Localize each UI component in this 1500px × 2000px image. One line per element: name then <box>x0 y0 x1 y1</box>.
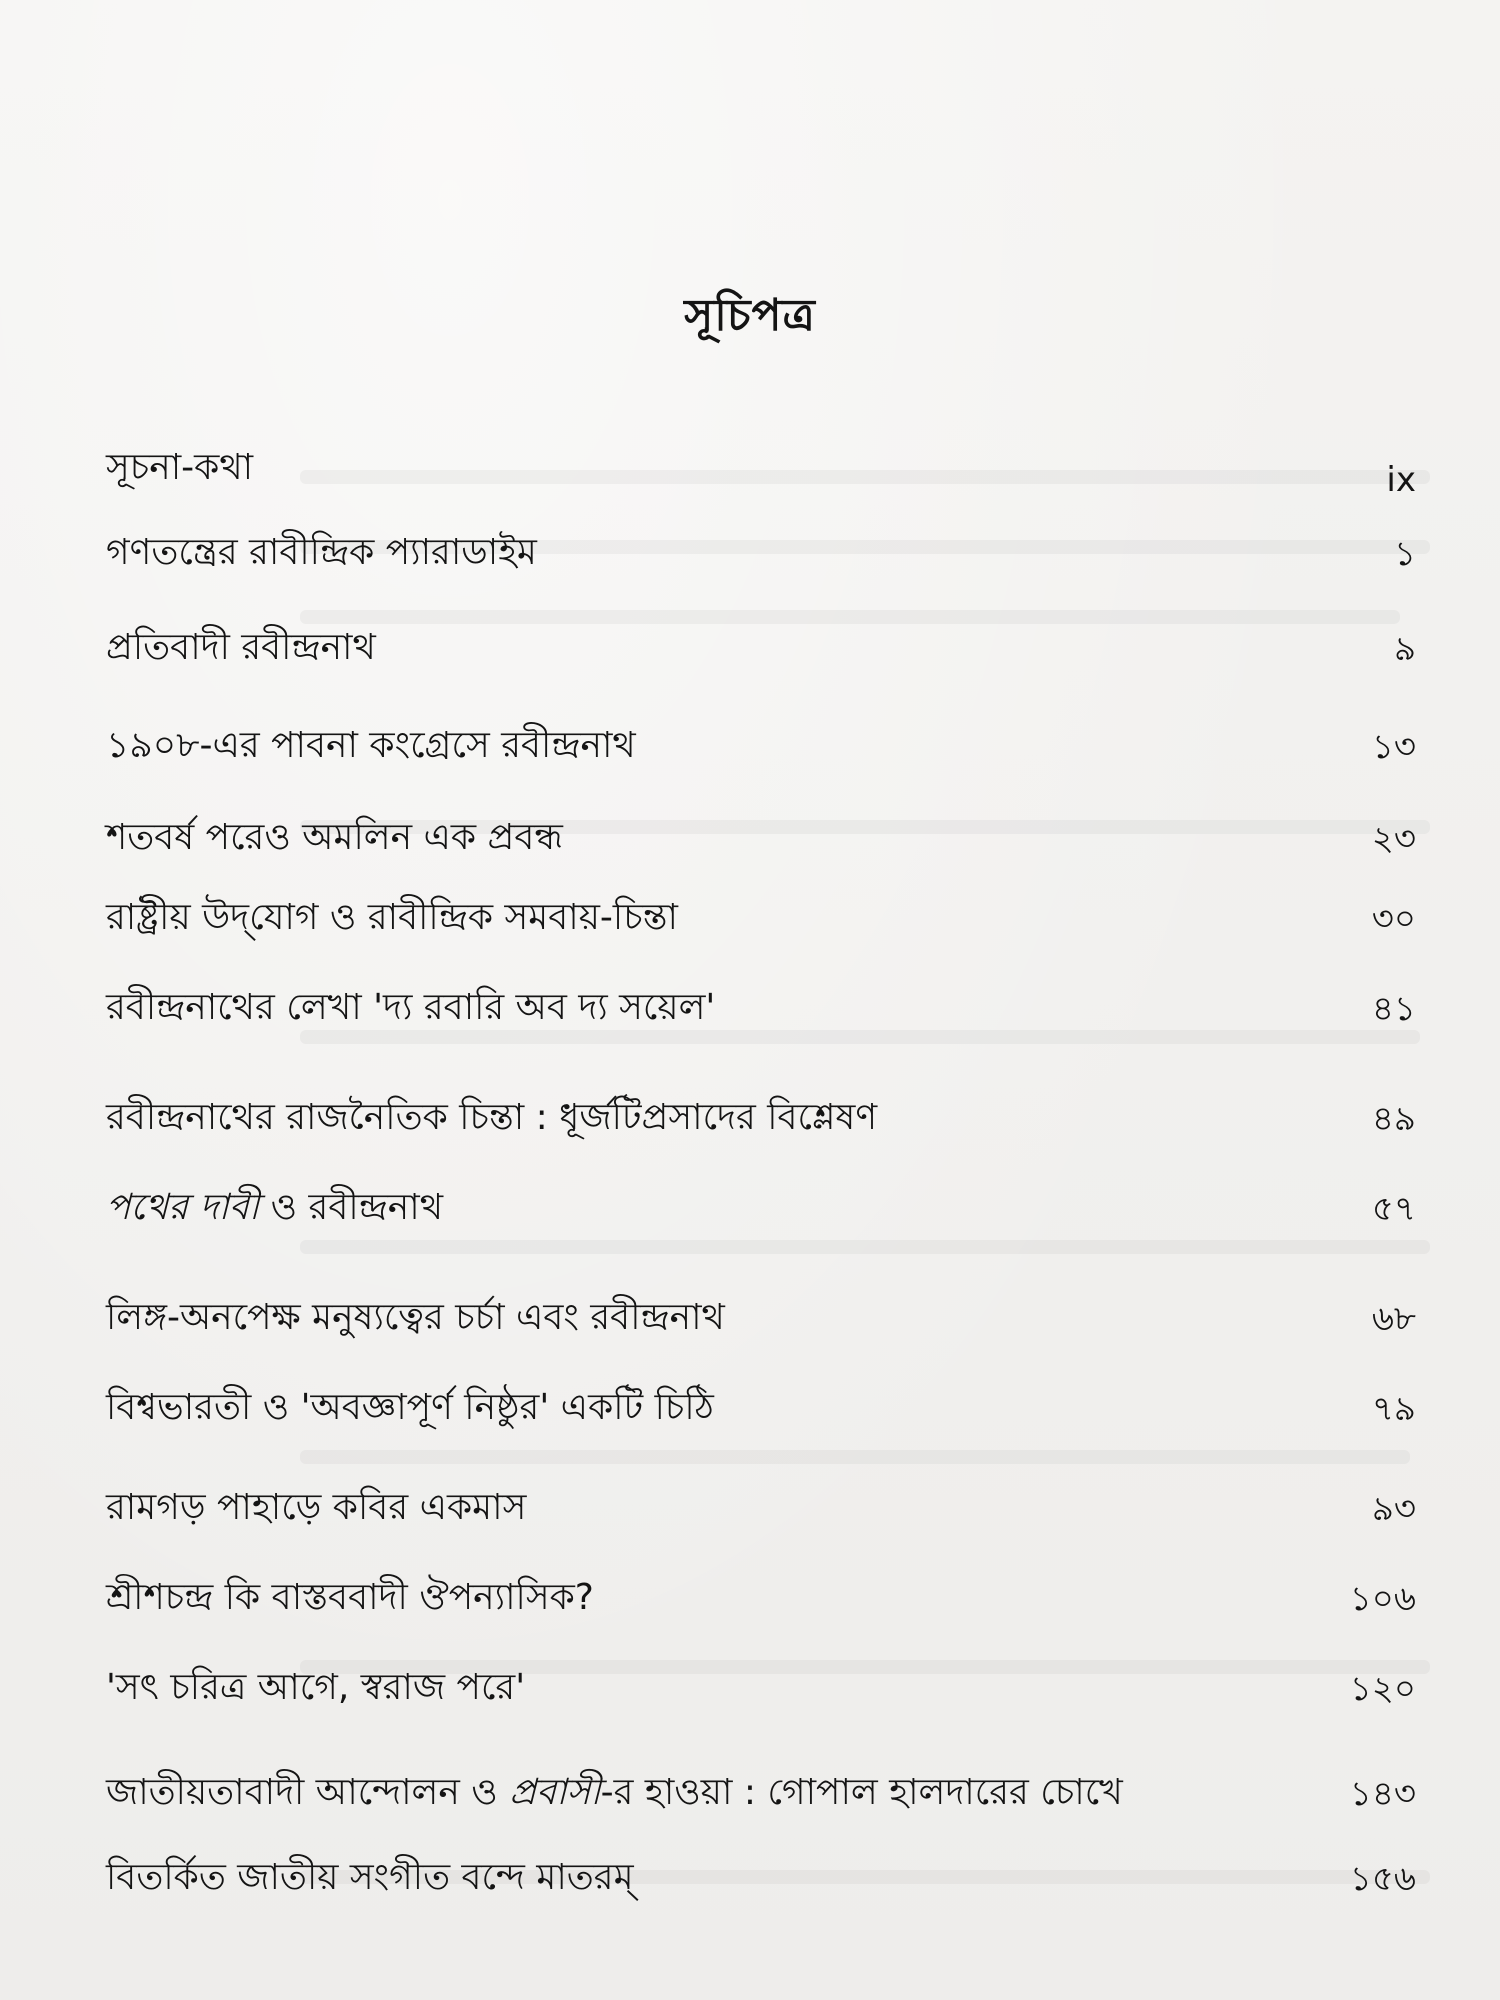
toc-entry <box>106 1380 1416 1440</box>
page-title: সূচিপত্র <box>684 290 816 341</box>
toc-entry-title: রাষ্ট্রীয় উদ্‌যোগ ও রাবীন্দ্রিক সমবায়-চিন্তা <box>106 897 678 938</box>
toc-entry <box>106 718 1416 778</box>
show-through-line <box>300 1240 1430 1254</box>
toc-entry <box>106 620 1416 680</box>
toc-entry-title-part: জাতীয়তাবাদী আন্দোলন ও <box>106 1772 510 1813</box>
toc-entry-page: ৯৩ <box>1371 1489 1416 1529</box>
toc-entry-page: ১৩ <box>1371 727 1416 767</box>
toc-entry-page: ৪৯ <box>1371 1099 1416 1139</box>
toc-entry-page: ১২০ <box>1349 1669 1416 1709</box>
toc-entry-page: ৩০ <box>1371 899 1416 939</box>
toc-entry-title <box>106 1765 1123 1825</box>
toc-entry <box>106 1850 1416 1910</box>
toc-entry-title-italic: পথের দাবী <box>106 1187 260 1228</box>
toc-entry <box>106 1180 1416 1240</box>
toc-entry-page: ১৫৬ <box>1349 1859 1416 1899</box>
toc-entry-page: ৯ <box>1393 629 1416 669</box>
toc-entry-page: ১০৬ <box>1349 1579 1416 1619</box>
toc-entry <box>106 1570 1416 1630</box>
toc-entry-title: বিশ্বভারতী ও 'অবজ্ঞাপূর্ণ নিষ্ঠুর' একটি চিঠি <box>106 1387 714 1428</box>
toc-entry-title: প্রতিবাদী রবীন্দ্রনাথ <box>106 627 376 668</box>
toc-entry-page: ৭৯ <box>1371 1389 1416 1429</box>
toc-entry-title-rest: ও রবীন্দ্রনাথ <box>259 1187 444 1228</box>
toc-entry-title-italic: প্রবাসী <box>509 1772 601 1813</box>
toc-entry-title: ১৯০৮-এর পাবনা কংগ্রেসে রবীন্দ্রনাথ <box>106 725 636 766</box>
toc-entry <box>106 1765 1416 1825</box>
toc-entry <box>106 440 1416 500</box>
toc-entry <box>106 890 1416 950</box>
toc-entry-page: ১ <box>1393 534 1416 574</box>
toc-entry-title-part: -র হাওয়া : গোপাল হালদারের চোখে <box>600 1772 1123 1813</box>
toc-entry <box>106 980 1416 1040</box>
toc-entry-page: ২৩ <box>1371 819 1416 859</box>
toc-entry-page: ১৪৩ <box>1349 1774 1416 1814</box>
toc-entry <box>106 1480 1416 1540</box>
toc-entry-title: সূচনা-কথা <box>106 447 254 488</box>
toc-entry-title: শতবর্ষ পরেও অমলিন এক প্রবন্ধ <box>106 817 563 858</box>
toc-entry <box>106 810 1416 870</box>
toc-entry-title: রবীন্দ্রনাথের লেখা 'দ্য রবারি অব দ্য সয়েল' <box>106 987 716 1028</box>
toc-entry-title: 'সৎ চরিত্র আগে, স্বরাজ পরে' <box>106 1667 526 1708</box>
toc-entry <box>106 1090 1416 1150</box>
toc-entry <box>106 1660 1416 1720</box>
toc-entry-title: রবীন্দ্রনাথের রাজনৈতিক চিন্তা : ধূর্জটিপ্রসাদের বিশ্লেষণ <box>106 1097 878 1138</box>
toc-entry-page: ix <box>1386 460 1416 500</box>
toc-entry-page: ৪১ <box>1371 989 1416 1029</box>
toc-entry-page: ৫৭ <box>1371 1189 1416 1229</box>
show-through-line <box>300 1450 1410 1464</box>
toc-entry-title: শ্রীশচন্দ্র কি বাস্তববাদী ঔপন্যাসিক? <box>106 1577 594 1618</box>
toc-entry-page: ৬৮ <box>1371 1299 1416 1339</box>
toc-entry-title: রামগড় পাহাড়ে কবির একমাস <box>106 1487 527 1528</box>
toc-entry-title: বিতর্কিত জাতীয় সংগীত বন্দে মাতরম্ <box>106 1857 634 1898</box>
toc-entry <box>106 525 1416 585</box>
toc-entry-title <box>106 1180 443 1240</box>
toc-entry <box>106 1290 1416 1350</box>
toc-entry-title: লিঙ্গ-অনপেক্ষ মনুষ্যত্বের চর্চা এবং রবীন্দ্রনাথ <box>106 1297 725 1338</box>
toc-entry-title: গণতন্ত্রের রাবীন্দ্রিক প্যারাডাইম <box>106 532 537 573</box>
